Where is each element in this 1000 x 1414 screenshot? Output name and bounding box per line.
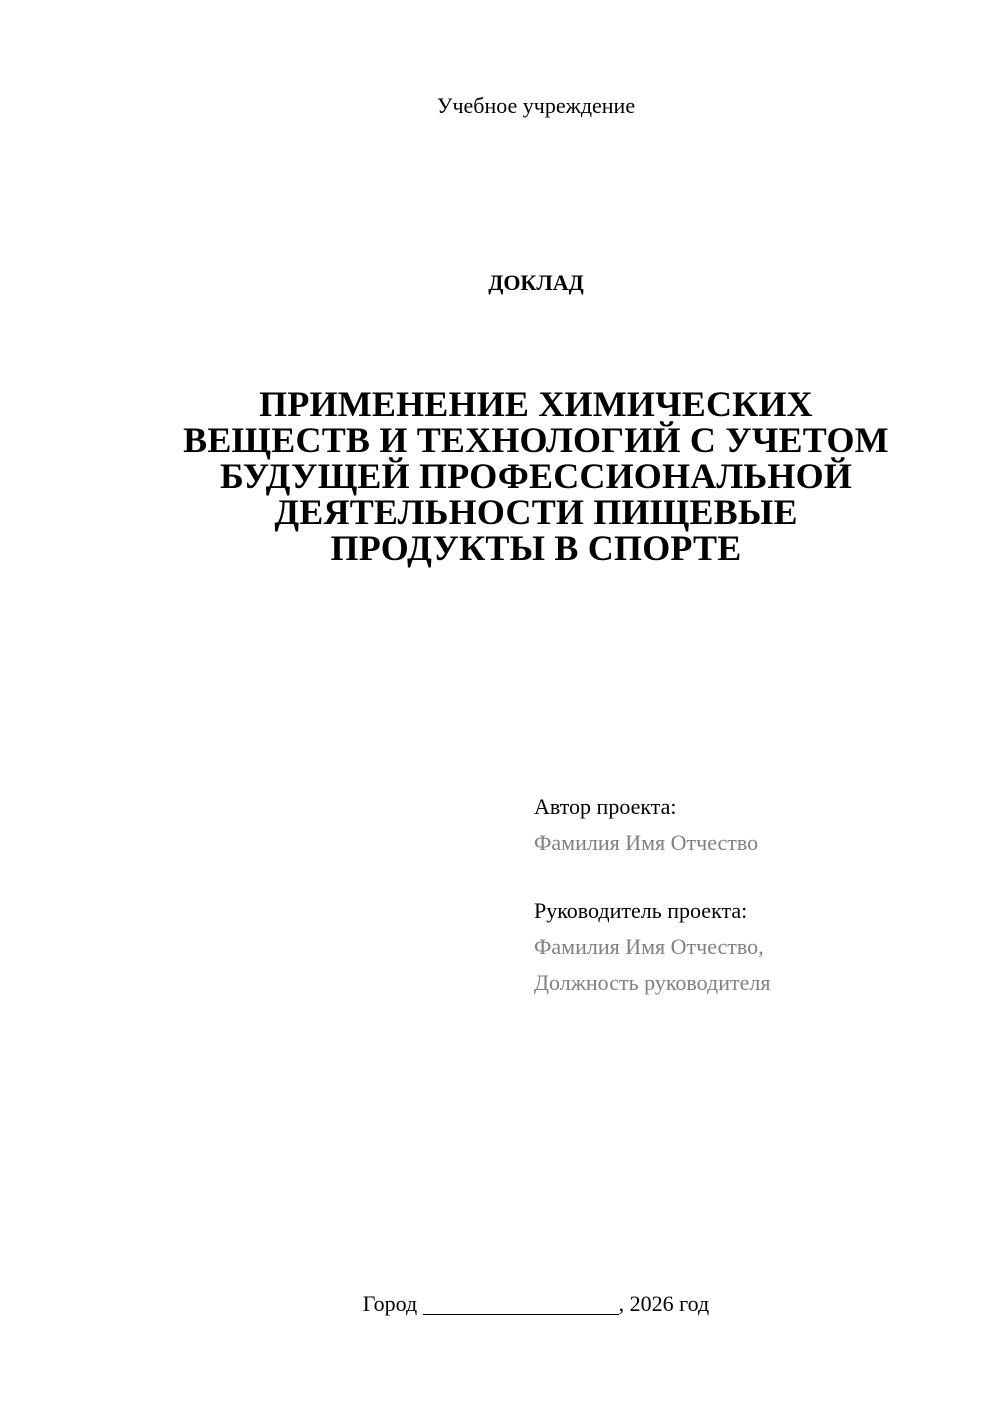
supervisor-name-placeholder: Фамилия Имя Отчество, bbox=[534, 934, 764, 959]
author-name-placeholder: Фамилия Имя Отчество bbox=[534, 830, 759, 855]
author-block bbox=[534, 789, 974, 861]
city-blank-line bbox=[423, 1292, 619, 1315]
title-line: ДЕЯТЕЛЬНОСТИ ПИЩЕВЫЕ bbox=[274, 492, 798, 532]
title-line: ПРОДУКТЫ В СПОРТЕ bbox=[330, 528, 742, 568]
supervisor-block bbox=[534, 893, 974, 1001]
author-label: Автор проекта: bbox=[534, 794, 677, 819]
footer-city-year bbox=[0, 1289, 1000, 1319]
document-type-label: ДОКЛАД bbox=[488, 270, 584, 295]
year-text: , 2026 год bbox=[618, 1291, 710, 1316]
supervisor-position-placeholder: Должность руководителя bbox=[534, 970, 771, 995]
institution-name: Учебное учреждение bbox=[436, 93, 636, 118]
document-title bbox=[130, 386, 942, 566]
supervisor-label: Руководитель проекта: bbox=[534, 898, 748, 923]
title-line: ПРИМЕНЕНИЕ ХИМИЧЕСКИХ bbox=[259, 384, 813, 424]
title-line: БУДУЩЕЙ ПРОФЕССИОНАЛЬНОЙ bbox=[219, 456, 853, 496]
title-line: ВЕЩЕСТВ И ТЕХНОЛОГИЙ С УЧЕТОМ bbox=[183, 420, 889, 460]
city-label: Город bbox=[362, 1291, 418, 1316]
